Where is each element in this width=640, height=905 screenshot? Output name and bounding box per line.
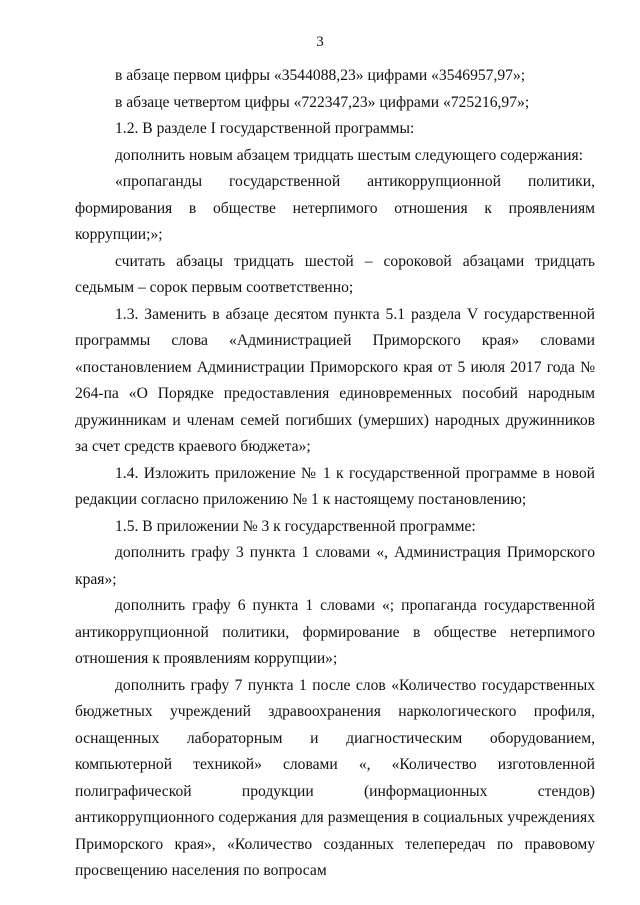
paragraph-quoted-propaganda: «пропаганды государственной антикоррупционной политики, формирования в обществе нетерпимого отношения к проявлениям коррупции;»; <box>75 173 595 243</box>
paragraph-first-abzac-digits: в абзаце первом цифры «3544088,23» цифрами «3546957,97»; <box>115 67 526 84</box>
paragraph-renumber-abzacs: считать абзацы тридцать шестой – сороковой абзацами тридцать седьмым – сорок первым соответственно; <box>75 252 595 296</box>
paragraph-graph-7: дополнить графу 7 пункта 1 после слов «Количество государственных бюджетных учреждений здравоохранения наркологического профиля, оснащенных лабораторным и диагностическим оборудованием, компьютерной техникой» словами «, «Количество изготовленной полиграфической продукции (информационных стендов) антикоррупционного содержания для размещения в социальных учреждениях Приморского края», «Количество созданных телепередач по правовому просвещению населения по вопросам <box>75 676 595 879</box>
paragraph-graph-3: дополнить графу 3 пункта 1 словами «, Администрация Приморского края»; <box>75 544 595 588</box>
paragraph-graph-6: дополнить графу 6 пункта 1 словами «; пропаганда государственной антикоррупционной политики, формирование в обществе нетерпимого отношения к проявлениям коррупции»; <box>75 597 595 667</box>
paragraph-item-1-2: 1.2. В разделе I государственной программы: <box>115 120 415 137</box>
paragraph-item-1-4: 1.4. Изложить приложение № 1 к государственной программе в новой редакции согласно приложению № 1 к настоящему постановлению; <box>75 464 595 508</box>
paragraph-item-1-5: 1.5. В приложении № 3 к государственной программе: <box>115 517 476 535</box>
page-number: 3 <box>316 34 324 50</box>
paragraph-item-1-3: 1.3. Заменить в абзаце десятом пункта 5.1 раздела V государственной программы слова «Администрацией Приморского края» словами «постановлением Администрации Приморского края от 5 июля 2017 года № 264-па «О Порядке предоставления единовременных пособий народным дружинникам и членам семей погибших (умерших) народных дружинников за счет средств краевого бюджета»; <box>75 305 595 455</box>
document-body <box>75 63 595 885</box>
paragraph-add-new-abzac: дополнить новым абзацем тридцать шестым следующего содержания: <box>115 146 583 164</box>
paragraph-fourth-abzac-digits: в абзаце четвертом цифры «722347,23» цифрами «725216,97»; <box>115 93 530 111</box>
